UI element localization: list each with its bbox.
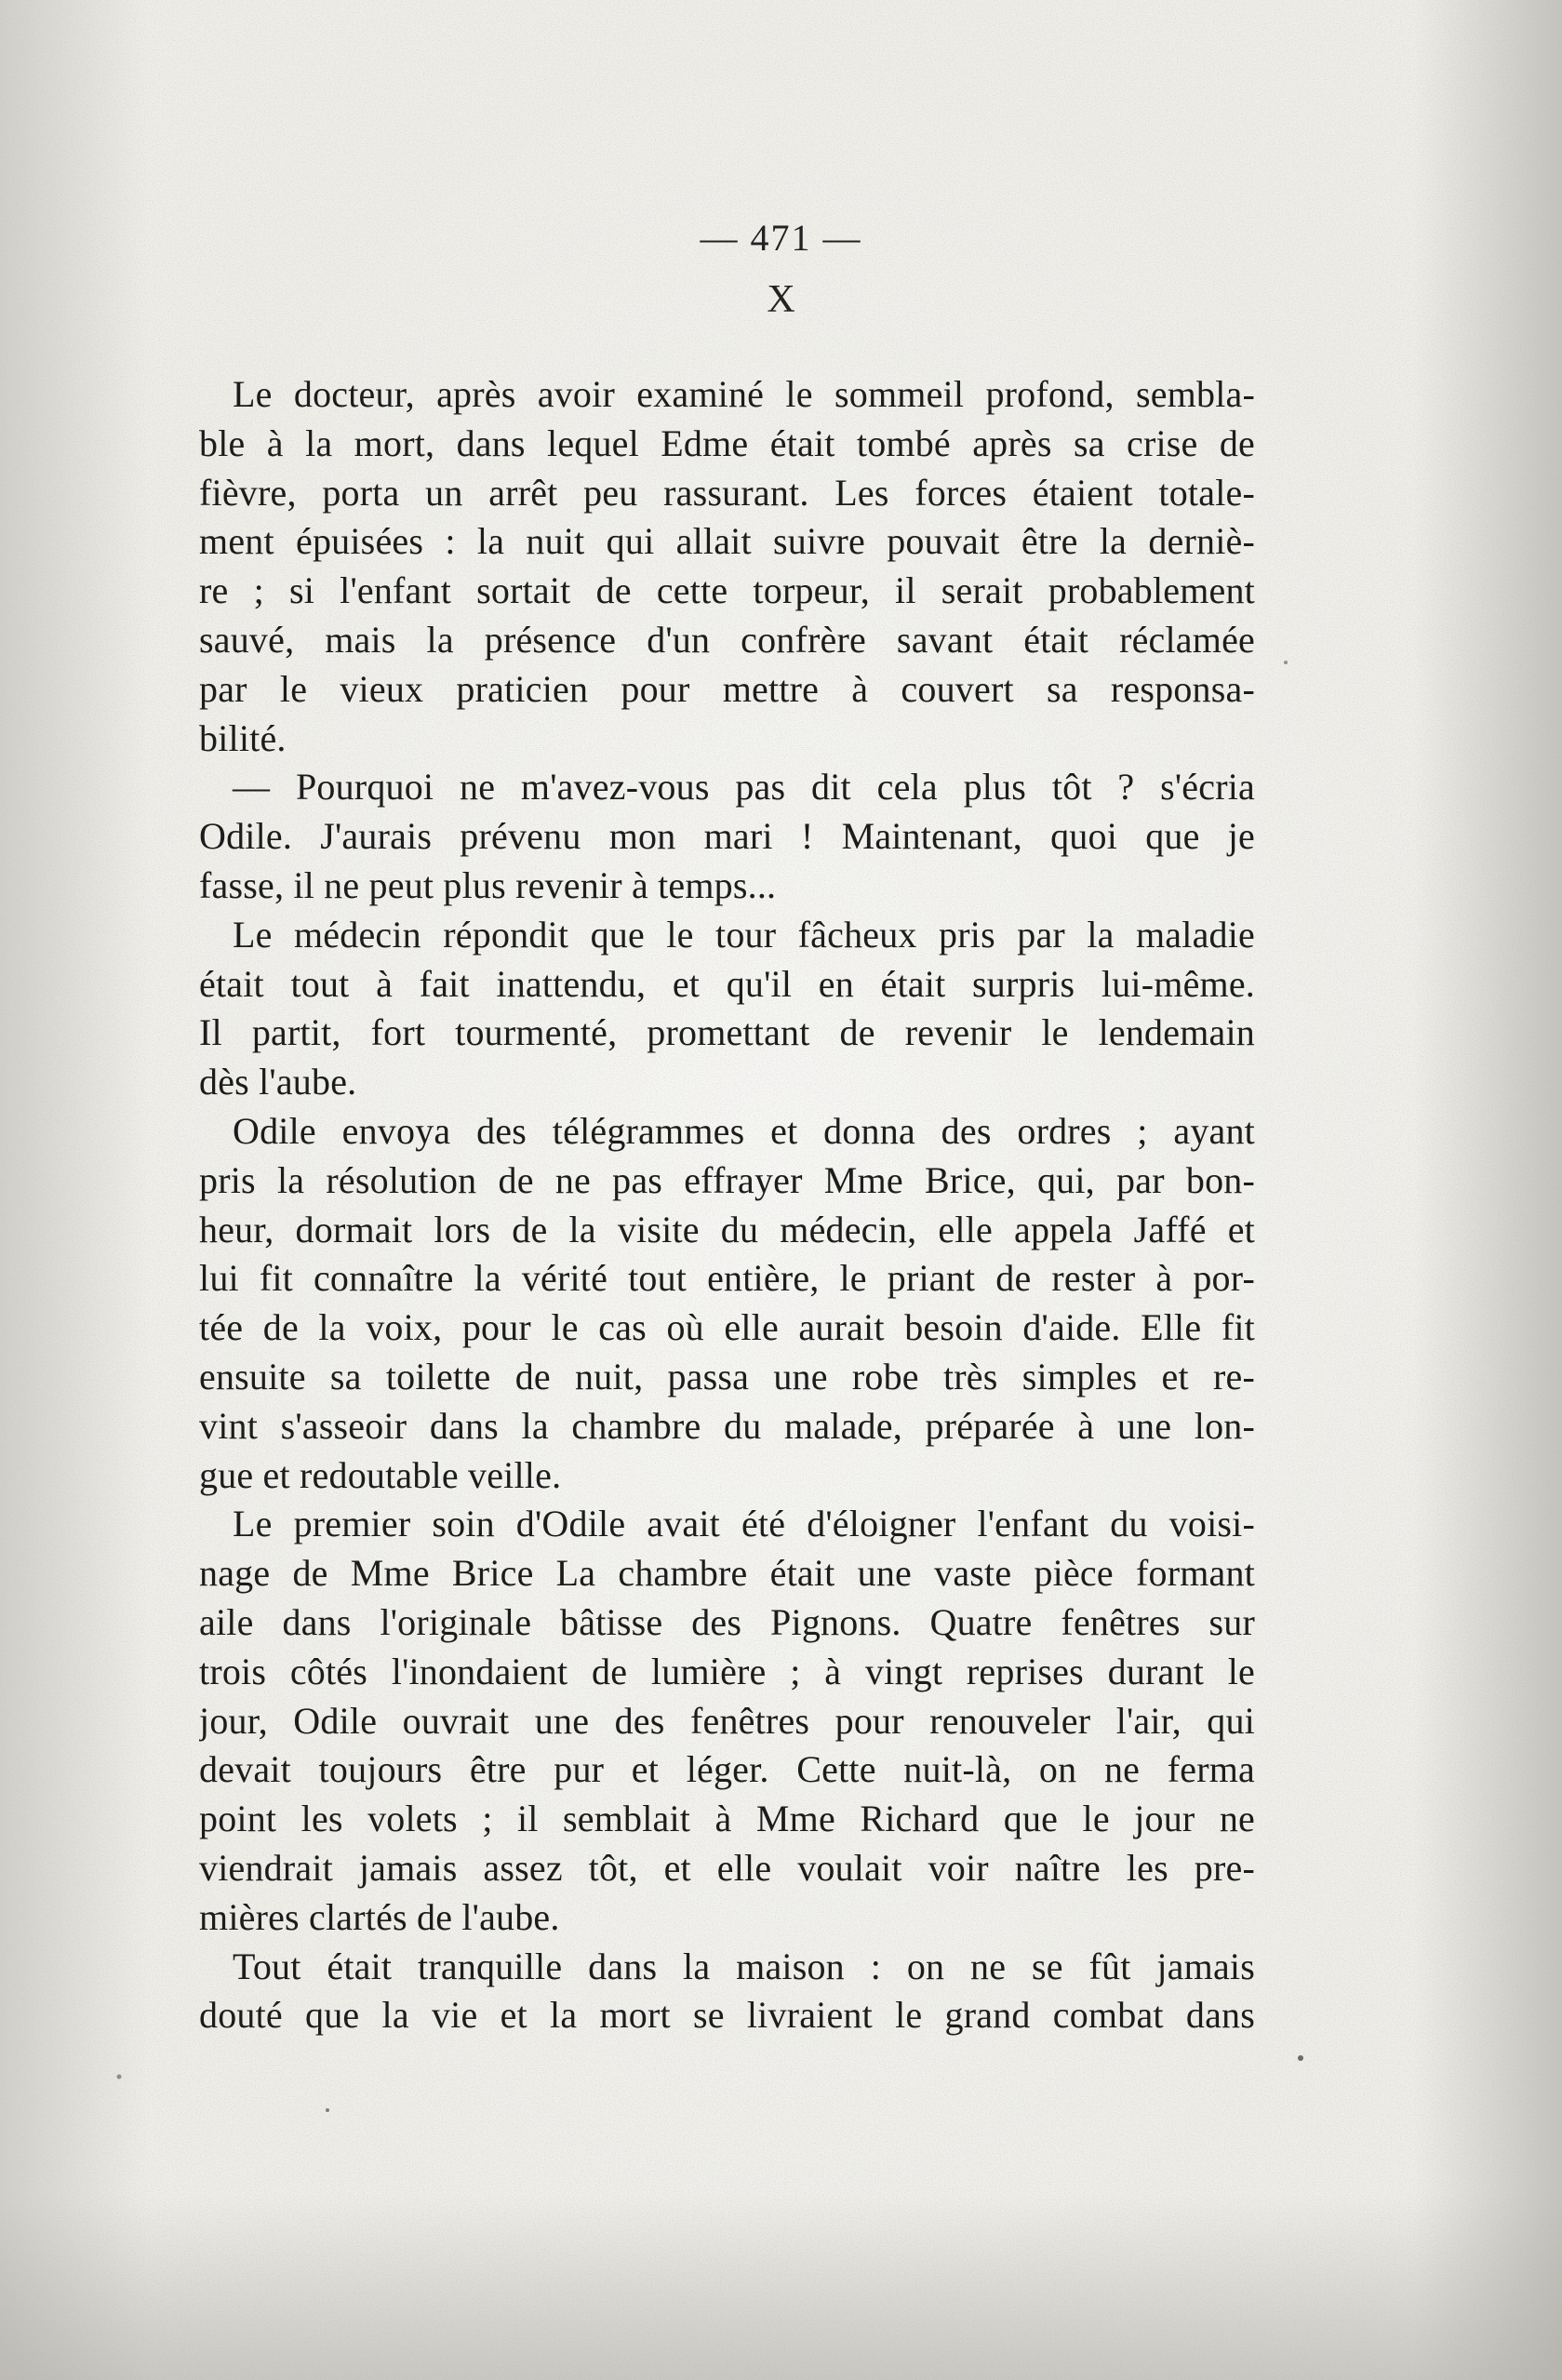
text-line: jour, Odile ouvrait une des fenêtres pour renouveler l'air, qui [199, 1699, 1255, 1742]
text-line: bilité. [199, 716, 287, 759]
text-line: dès l'aube. [199, 1061, 357, 1103]
text-line: fièvre, porta un arrêt peu rassurant. Les forces étaient totale- [199, 471, 1255, 514]
paragraph [199, 370, 1255, 763]
text-line: Le premier soin d'Odile avait été d'éloigner l'enfant du voisi- [233, 1503, 1255, 1545]
chapter-heading: X [767, 278, 795, 321]
text-line: Tout était tranquille dans la maison : on ne se fût jamais [233, 1945, 1255, 1987]
text-line: heur, dormait lors de la visite du médecin, elle appela Jaffé et [199, 1208, 1255, 1250]
text-line: ble à la mort, dans lequel Edme était tombé après sa crise de [199, 421, 1255, 464]
text-line: point les volets ; il semblait à Mme Richard que le jour ne [199, 1798, 1255, 1840]
paragraph [199, 1107, 1255, 1500]
body-text [199, 370, 1255, 2040]
text-line: — Pourquoi ne m'avez-vous pas dit cela plus tôt ? s'écria [233, 766, 1255, 809]
text-line: ensuite sa toilette de nuit, passa une robe très simples et re- [199, 1355, 1255, 1397]
text-line: sauvé, mais la présence d'un confrère savant était réclamée [199, 618, 1255, 661]
paragraph [199, 763, 1255, 910]
paragraph [199, 1943, 1255, 2041]
text-line: gue et redoutable veille. [199, 1453, 562, 1496]
text-line: re ; si l'enfant sortait de cette torpeur, il serait probablement [199, 569, 1255, 612]
page-number: — 471 — [700, 217, 862, 259]
text-line: Odile. J'aurais prévenu mon mari ! Maintenant, quoi que je [199, 815, 1255, 858]
text-line: aile dans l'originale bâtisse des Pignons. Quatre fenêtres sur [199, 1600, 1255, 1643]
text-line: devait toujours être pur et léger. Cette nuit-là, on ne ferma [199, 1748, 1255, 1791]
text-line: douté que la vie et la mort se livraient le grand combat dans [199, 1994, 1255, 2037]
text-line: fasse, il ne peut plus revenir à temps... [199, 863, 777, 906]
text-line: Odile envoya des télégrammes et donna des ordres ; ayant [233, 1109, 1255, 1152]
text-line: mières clartés de l'aube. [199, 1895, 560, 1938]
text-line: Le docteur, après avoir examiné le sommeil profond, sembla- [233, 373, 1255, 415]
text-line: tée de la voix, pour le cas où elle aurait besoin d'aide. Elle fit [199, 1306, 1255, 1349]
paragraph [199, 1500, 1255, 1942]
text-line: pris la résolution de ne pas effrayer Mme Brice, qui, par bon- [199, 1158, 1255, 1201]
text-line: par le vieux praticien pour mettre à couvert sa responsa- [199, 667, 1255, 710]
text-line: viendrait jamais assez tôt, et elle voulait voir naître les pre- [199, 1846, 1255, 1889]
text-line: était tout à fait inattendu, et qu'il en était surpris lui-même. [199, 962, 1255, 1005]
text-line: nage de Mme Brice La chambre était une vaste pièce formant [199, 1552, 1255, 1595]
text-line: Le médecin répondit que le tour fâcheux pris par la maladie [233, 913, 1255, 956]
paragraph [199, 911, 1255, 1107]
text-line: ment épuisées : la nuit qui allait suivre pouvait être la derniè- [199, 520, 1255, 563]
text-line: lui fit connaître la vérité tout entière, le priant de rester à por- [199, 1257, 1255, 1300]
text-line: trois côtés l'inondaient de lumière ; à vingt reprises durant le [199, 1650, 1255, 1692]
text-line: Il partit, fort tourmenté, promettant de revenir le lendemain [199, 1011, 1255, 1054]
text-line: vint s'asseoir dans la chambre du malade, préparée à une lon- [199, 1404, 1255, 1447]
